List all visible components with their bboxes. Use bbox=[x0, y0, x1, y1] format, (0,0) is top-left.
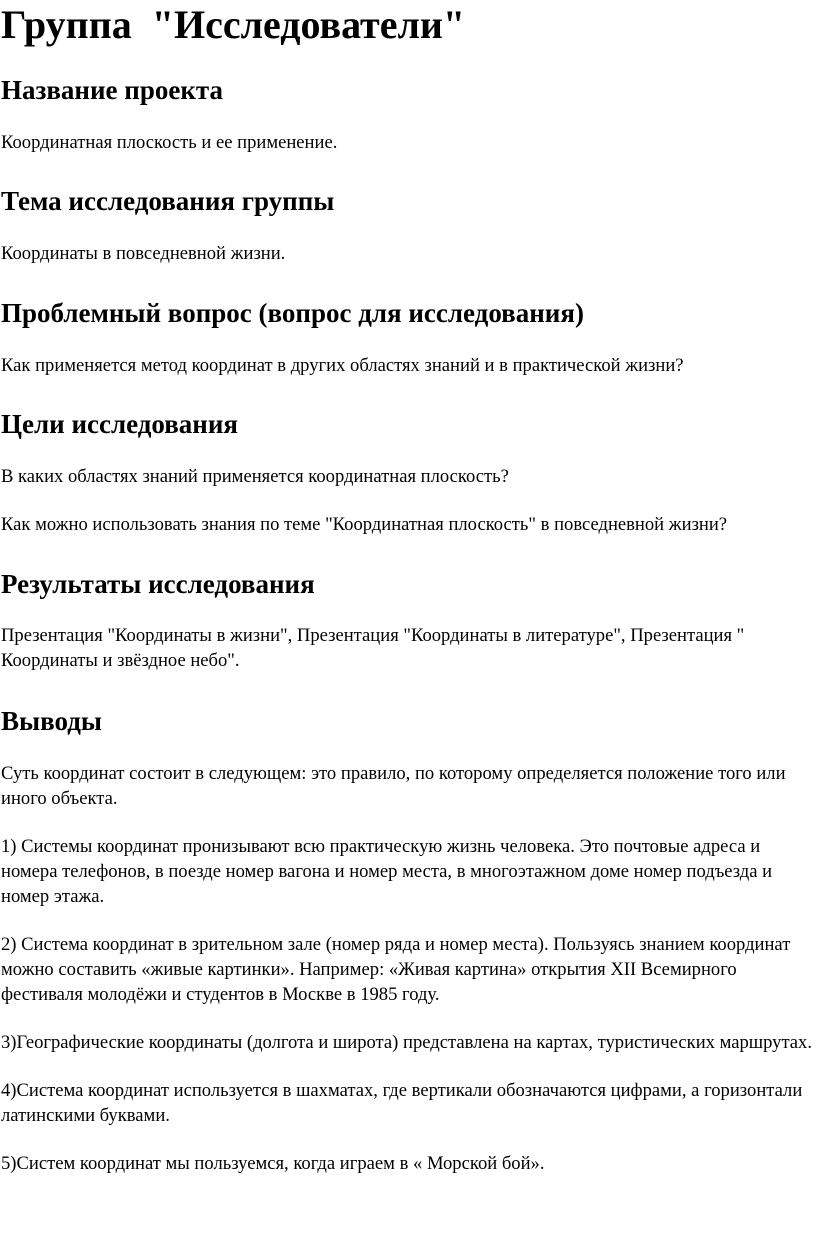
heading-problem-question: Проблемный вопрос (вопрос для исследования) bbox=[1, 298, 584, 328]
text-goals-1: В каких областях знаний применяется координатная плоскость? bbox=[1, 466, 509, 487]
text-goals-2: Как можно использовать знания по теме "Координатная плоскость" в повседневной жизни? bbox=[1, 514, 728, 535]
text-conclusions-6: 5)Систем координат мы пользуемся, когда играем в « Морской бой». bbox=[1, 1153, 545, 1174]
heading-goals: Цели исследования bbox=[1, 409, 239, 439]
heading-research-topic: Тема исследования группы bbox=[1, 186, 335, 216]
text-project-name: Координатная плоскость и ее применение. bbox=[1, 132, 338, 153]
text-problem-question: Как применяется метод координат в других областях знаний и в практической жизни? bbox=[1, 355, 684, 376]
text-conclusions-1: Суть координат состоит в следующем: это правило, по которому определяется положение того или иного объекта. bbox=[1, 763, 786, 809]
heading-results: Результаты исследования bbox=[1, 569, 315, 599]
text-conclusions-2: 1) Системы координат пронизывают всю практическую жизнь человека. Это почтовые адреса и номера телефонов, в поезде номер вагона и номер места, в многоэтажном доме номер подъезда и номер этажа. bbox=[1, 836, 773, 907]
heading-project-name: Название проекта bbox=[1, 75, 223, 105]
heading-conclusions: Выводы bbox=[1, 706, 102, 736]
text-conclusions-5: 4)Система координат используется в шахматах, где вертикали обозначаются цифрами, а горизонтали латинскими буквами. bbox=[1, 1080, 803, 1126]
text-research-topic: Координаты в повседневной жизни. bbox=[1, 243, 286, 264]
text-conclusions-4: 3)Географические координаты (долгота и широта) представлена на картах, туристических маршрутах. bbox=[1, 1032, 813, 1053]
page-title: Группа "Исследователи" bbox=[1, 2, 466, 47]
text-conclusions-3: 2) Система координат в зрительном зале (номер ряда и номер места). Пользуясь знанием координат можно составить «живые картинки». Например: «Живая картина» открытия XII Всемирного фестиваля молодёжи и студентов в Москве в 1985 году. bbox=[1, 934, 791, 1005]
text-results: Презентация "Координаты в жизни", Презентация "Координаты в литературе", Презентация " Координаты и звёздное небо". bbox=[1, 625, 745, 671]
